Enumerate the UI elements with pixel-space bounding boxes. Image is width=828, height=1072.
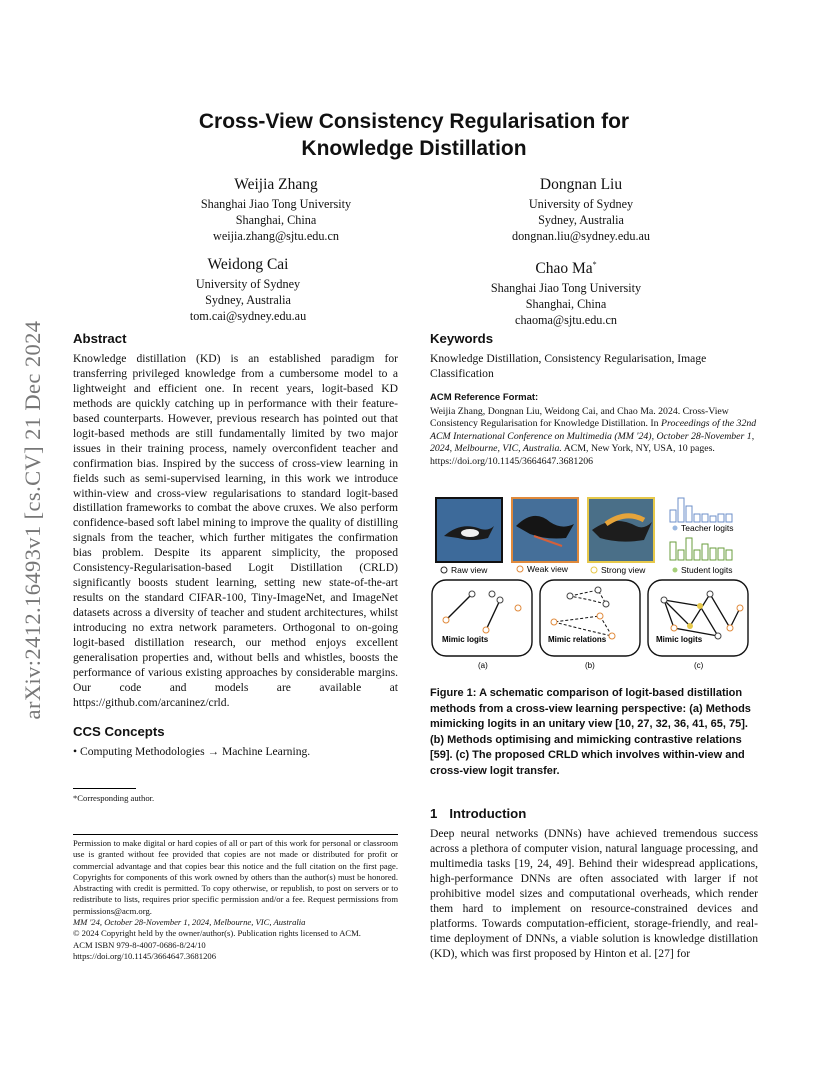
student-logits-label: Student logits <box>681 565 733 575</box>
arxiv-stamp: arXiv:2412.16493v1 [cs.CV] 21 Dec 2024 <box>20 320 45 720</box>
abstract-section <box>73 332 398 760</box>
panel-b-label: Mimic relations <box>548 635 607 644</box>
panel-c-label: Mimic logits <box>656 635 703 644</box>
author-block: Chao Ma* Shanghai Jiao Tong University Shanghai, China chaoma@sjtu.edu.cn <box>490 260 642 328</box>
intro-number: 1 <box>430 806 438 821</box>
panel-c <box>648 580 748 656</box>
author-block: Weijia Zhang Shanghai Jiao Tong University Shanghai, China weijia.zhang@sjtu.edu.cn <box>200 176 352 243</box>
strong-view-image <box>588 498 654 562</box>
ccs-heading: CCS Concepts <box>73 723 165 739</box>
sub-a: (a) <box>478 661 488 670</box>
author-block: Dongnan Liu University of Sydney Sydney, Australia dongnan.liu@sydney.edu.au <box>511 176 651 243</box>
teacher-logits-label: Teacher logits <box>681 523 734 533</box>
figure-1 <box>430 496 760 671</box>
intro-section <box>430 807 758 962</box>
author-block: Weidong Cai University of Sydney Sydney, Australia tom.cai@sydney.edu.au <box>189 256 307 323</box>
legend-weak: Weak view <box>527 564 568 574</box>
weak-view-image <box>512 498 578 562</box>
abstract-text: Knowledge distillation (KD) is an established paradigm for transferring privileged knowledge from a cumbersome model to a lightweight and efficient one. In recent years, logit-based KD methods are quickly catching up in performance with their feature-based counterparts. However, previous research has pointed out that logit-based methods are still fundamentally limited by two major issues in their training process, namely overconfident teacher and confirmation bias. Inspired by the success of cross-view learning in fields such as semi-supervised learning, in this work we introduce within-view and cross-view regularisations to standard logit-based distillation frameworks to combat the above cruxes. We also perform confidence-based soft label mining to improve the quality of distilling signals from the teacher, which further mitigates the confirmation bias problem. Despite its apparent simplicity, the proposed Consistency-Regularisation-based Logit Distillation (CRLD) significantly boosts student learning, setting new state-of-the-art results on the standard CIFAR-100, Tiny-ImageNet, and ImageNet datasets across a diversity of teacher and student architectures, whilst introducing no extra network parameters. Orthogonal to on-going logit-based distillation research, our method enjoys excellent generalisation properties and, without bells and whistles, boosts the performance of various existing approaches by considerable margins. Our code and models are available at https://github.com/arcaninez/crld. <box>73 351 398 709</box>
acm-ref-text: Weijia Zhang, Dongnan Liu, Weidong Cai, and Chao Ma. 2024. Cross-View Consistency Regularisation for Knowledge Distillation. In Proceedings of the 32nd ACM International Conference on Multimedia (MM '24), October 28-November 1, 2024, Melbourne, VIC, Australia. ACM, New York, NY, USA, 10 pages. https://doi.org/10.1145/3664647.3681206 <box>430 405 757 467</box>
legend-strong: Strong view <box>601 565 646 575</box>
abstract-heading: Abstract <box>73 331 127 346</box>
footnote-rule <box>73 788 136 789</box>
panel-a <box>432 580 532 656</box>
intro-heading: Introduction <box>449 806 527 821</box>
intro-text: Deep neural networks (DNNs) have achieved tremendous success across a plethora of computer vision, natural language processing, and multimedia tasks [19, 24, 49]. Behind their widespread applications, high-performance DNNs are often associated with larger if not prohibitive model sizes and computational overheads, which render them hard to implement on resource-constrained devices and platforms. Towards computation-efficient, storage-friendly, and real-time deployment of DNNs, a viable solution is knowledge distillation (KD), which was first proposed by Hinton et al. [27] for <box>430 826 758 960</box>
figure-caption: Figure 1: A schematic comparison of logit-based distillation methods from a cross-view learning perspective: (a) Methods mimicking logits in an unitary view [10, 27, 32, 36, 41, 65, 75]. (b) Methods optimising and mimicking contrastive relations [59]. (c) The proposed CRLD which involves within-view and cross-view logit transfer. <box>430 687 751 777</box>
panel-b <box>540 580 640 656</box>
keywords-text: Knowledge Distillation, Consistency Regularisation, Image Classification <box>430 351 707 380</box>
permission-block: Permission to make digital or hard copies of all or part of this work for personal or classroom use is granted without fee provided that copies are not made or distributed for profit or commercial advantage and that copies bear this notice and the full citation on the first page. Copyrights for components of this work owned by others than the author(s) must be honored. Abstracting with credit is permitted. To copy otherwise, or republish, to post on servers or to redistribute to lists, requires prior specific permission and/or a fee. Request permissions from permissions@acm.org. MM '24, October 28-November 1, 2024, Melbourne, VIC, Australia © 2024 Copyright held by the owner/author(s). Publication rights licensed to ACM. ACM ISBN 979-8-4007-0686-8/24/10 https://doi.org/10.1145/3664647.3681206 <box>73 838 398 961</box>
acm-ref-heading: ACM Reference Format: <box>430 391 539 403</box>
student-logits-bars <box>670 538 732 560</box>
keywords-section <box>430 332 758 468</box>
footnote-star: *Corresponding author. <box>73 793 155 803</box>
teacher-logits-bars <box>670 498 732 522</box>
raw-view-image <box>436 498 502 562</box>
permission-rule <box>73 834 398 835</box>
legend-raw: Raw view <box>451 565 488 575</box>
panel-a-label: Mimic logits <box>442 635 489 644</box>
paper-title: Cross-View Consistency Regularisation for Knowledge Distillation <box>198 110 630 160</box>
ccs-text: • Computing Methodologies → Machine Learning. <box>73 744 311 758</box>
keywords-heading: Keywords <box>430 331 494 346</box>
sub-b: (b) <box>585 661 595 670</box>
sub-c: (c) <box>694 661 704 670</box>
